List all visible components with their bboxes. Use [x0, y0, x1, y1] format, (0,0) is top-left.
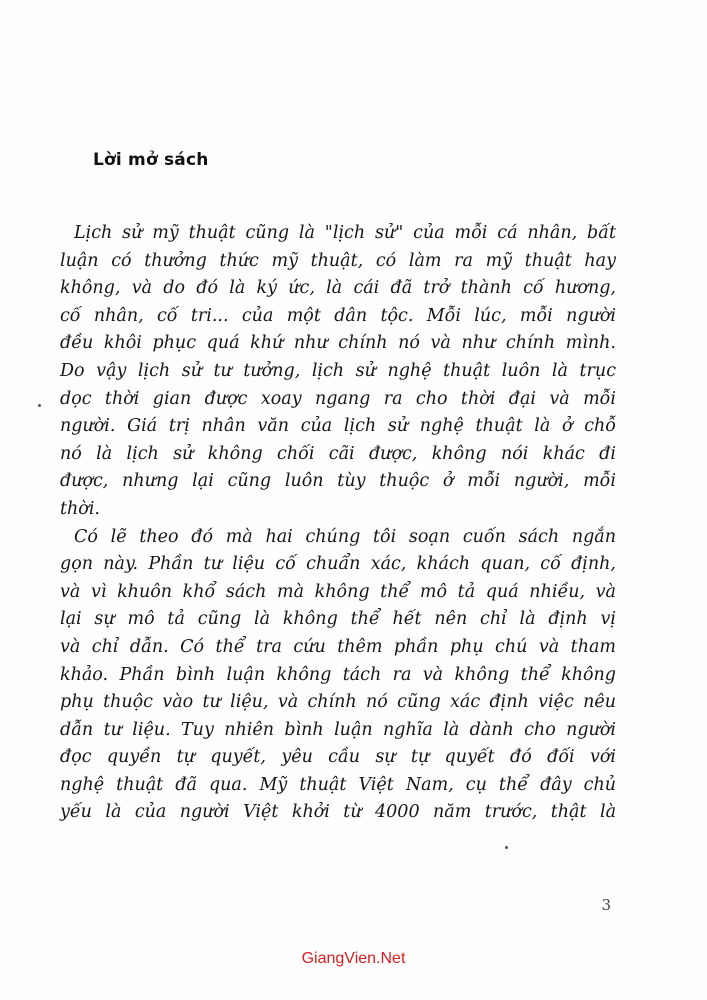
- text-line: gọn này. Phần tư liệu cố chuẩn xác, khách quan, cố định,: [60, 554, 616, 575]
- text-line: được, nhưng lại cũng luôn tùy thuộc ở mỗi người, mỗi: [60, 471, 616, 492]
- text-line: lại sự mô tả cũng là không thể hết nên chỉ là định vị: [60, 609, 616, 630]
- text-line: và vì khuôn khổ sách mà không thể mô tả quá nhiều, và: [60, 581, 616, 602]
- text-line: không, và do đó là ký ức, là cái đã trở thành cố hương,: [60, 278, 616, 299]
- text-line: nghệ thuật đã qua. Mỹ thuật Việt Nam, cụ thể đây chủ: [60, 774, 616, 795]
- text-line: Có lẽ theo đó mà hai chúng tôi soạn cuốn sách ngắn: [74, 526, 616, 547]
- scan-speck: [38, 404, 41, 407]
- text-line: và chỉ dẫn. Có thể tra cứu thêm phần phụ chú và tham: [60, 636, 616, 657]
- text-line: Lịch sử mỹ thuật cũng là "lịch sử" của mỗi cá nhân, bất: [74, 223, 616, 243]
- text-line: thời.: [60, 498, 100, 519]
- text-line: cố nhân, cố tri... của một dân tộc. Mỗi lúc, mỗi người: [60, 305, 616, 326]
- section-heading: Lời mở sách: [93, 150, 209, 170]
- paragraph: [60, 220, 616, 524]
- text-line: Do vậy lịch sử tư tưởng, lịch sử nghệ thuật luôn là trục: [60, 360, 616, 381]
- text-line: khảo. Phần bình luận không tách ra và không thể không: [60, 664, 616, 685]
- text-line: nó là lịch sử không chối cãi được, không nói khác đi: [60, 443, 616, 464]
- text-line: đọc quyền tự quyết, yêu cầu sự tự quyết đó đối với: [60, 747, 616, 768]
- page-number: 3: [601, 896, 611, 914]
- watermark: GiangVien.Net: [301, 950, 406, 967]
- paragraph: [60, 524, 616, 828]
- text-line: yếu là của người Việt khởi từ 4000 năm trước, thật là: [60, 802, 616, 823]
- text-line: dẫn tư liệu. Tuy nhiên bình luận nghĩa là dành cho người: [60, 719, 616, 740]
- text-line: đều khôi phục quá khứ như chính nó và như chính mình.: [60, 333, 616, 354]
- text-line: luận có thưởng thức mỹ thuật, có làm ra mỹ thuật hay: [60, 250, 616, 271]
- body-text: [60, 220, 616, 827]
- scan-speck: [505, 846, 508, 849]
- text-line: dọc thời gian được xoay ngang ra cho thời đại và mỗi: [60, 388, 616, 409]
- text-line: người. Giá trị nhân văn của lịch sử nghệ thuật là ở chỗ: [60, 416, 616, 437]
- text-line: phụ thuộc vào tư liệu, và chính nó cũng xác định việc nêu: [60, 692, 616, 713]
